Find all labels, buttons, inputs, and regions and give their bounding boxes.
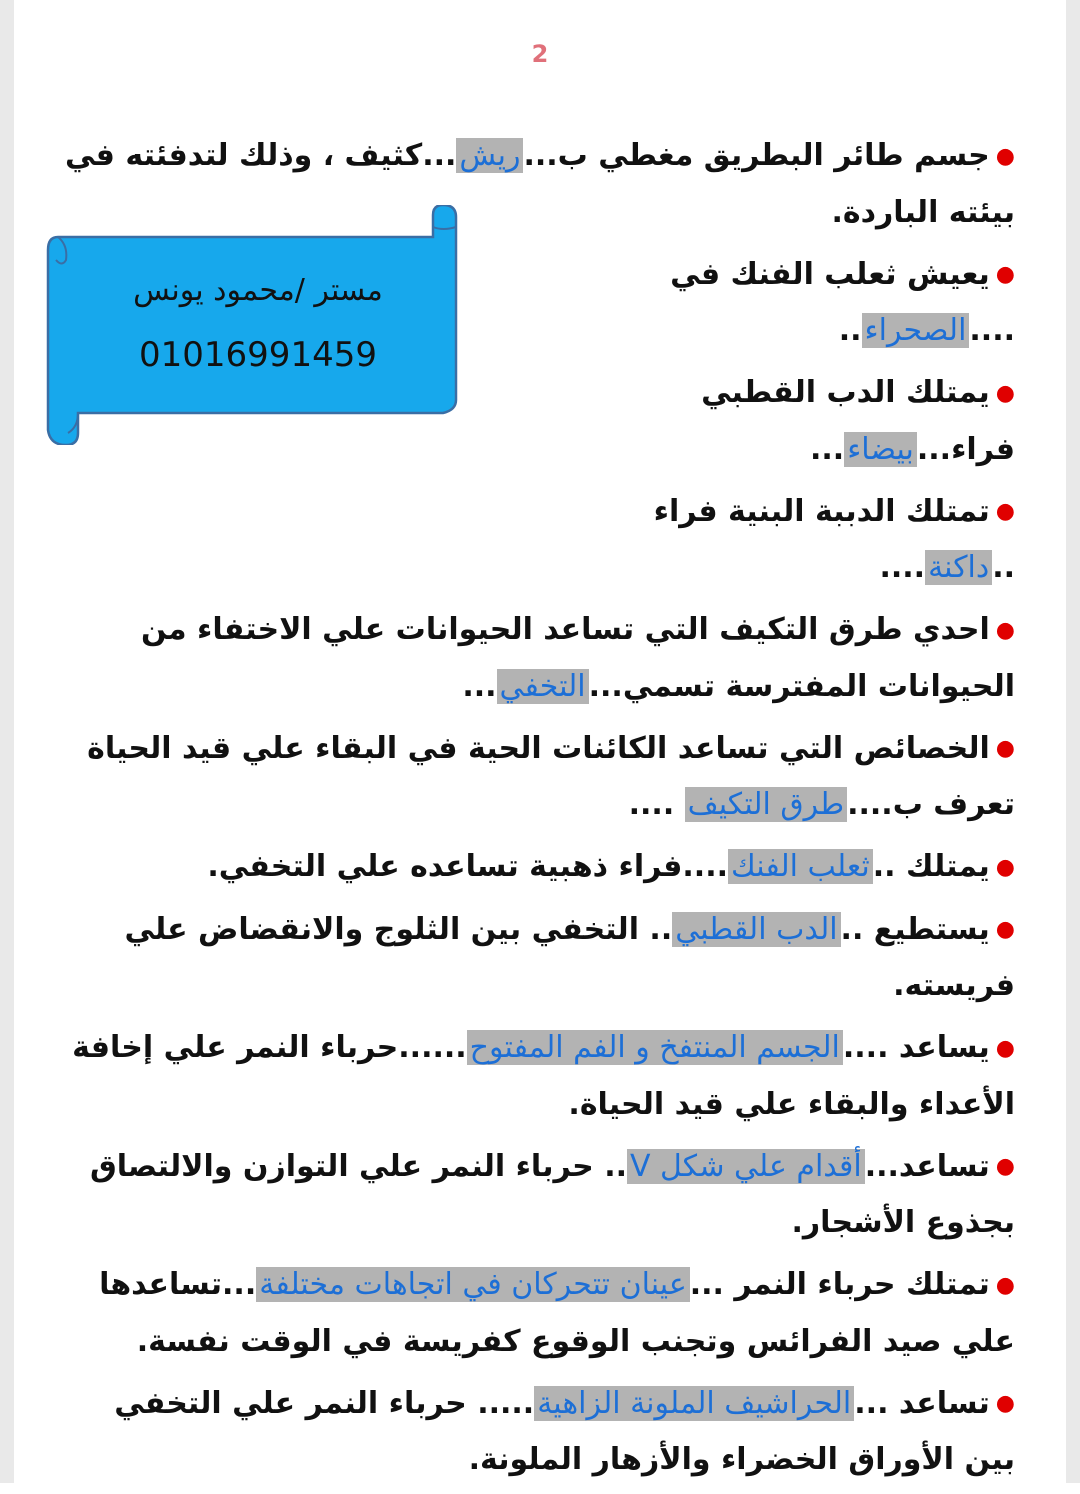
- bullet-icon: ●: [995, 1391, 1015, 1416]
- item-text: يمتلك الدب القطبي فراء...: [701, 375, 1015, 467]
- item-text: ....: [628, 787, 685, 822]
- bullet-icon: ●: [995, 380, 1015, 406]
- answer-highlight: الصحراء: [862, 313, 970, 348]
- list-item: [60, 1257, 1015, 1370]
- item-text: ..: [838, 313, 862, 348]
- item-text: تمتلك الدببة البنية فراء ..: [653, 493, 1015, 585]
- answer-highlight: ريش: [456, 138, 523, 173]
- answer-highlight: الدب القطبي: [672, 912, 840, 947]
- item-text: تمتلك حرباء النمر ...: [689, 1267, 990, 1302]
- list-item: [580, 247, 1015, 360]
- bullet-icon: ●: [995, 262, 1015, 287]
- answer-highlight: بيضاء: [844, 432, 917, 467]
- item-text: تساعد ...: [854, 1385, 990, 1421]
- list-item: [60, 1139, 1015, 1252]
- answer-highlight: طرق التكيف: [685, 787, 847, 822]
- item-text: ..... حرباء النمر علي التخفي بين الأوراق الخضراء والأزهار الملونة.: [114, 1385, 1015, 1477]
- answer-highlight: عينان تتحركان في اتجاهات مختلفة: [256, 1267, 690, 1302]
- bullet-icon: ●: [995, 917, 1015, 942]
- answer-highlight: أقدام علي شكل V: [627, 1149, 865, 1184]
- item-text: ....: [879, 550, 926, 585]
- item-text: تساعد...: [864, 1148, 990, 1184]
- bullet-icon: ●: [995, 1154, 1015, 1179]
- answer-highlight: ثعلب الفنك: [728, 849, 873, 884]
- list-item: [60, 1376, 1015, 1489]
- bullet-icon: ●: [995, 736, 1015, 761]
- bullet-icon: ●: [995, 143, 1015, 169]
- answer-highlight: الحراشيف الملونة الزاهية: [534, 1386, 854, 1421]
- bullet-icon: ●: [995, 854, 1015, 880]
- list-item: [60, 602, 1015, 715]
- item-text: يساعد ....: [842, 1030, 990, 1065]
- item-text: .. التخفي بين الثلوج والانقضاض علي فريسته.: [124, 911, 1015, 1003]
- teacher-name: مستر /محمود يونس: [133, 273, 383, 308]
- item-text: الخصائص التي تساعد الكائنات الحية في البقاء علي قيد الحياة تعرف ب....: [87, 730, 1015, 822]
- item-text: ......حرباء النمر علي إخافة الأعداء والبقاء علي قيد الحياة.: [72, 1030, 1015, 1122]
- item-text: ...: [810, 431, 845, 467]
- page-edge-left: [0, 0, 14, 1483]
- list-item: [60, 1020, 1015, 1133]
- item-text: جسم طائر البطريق مغطي ب...: [523, 138, 990, 173]
- item-text: ...: [462, 668, 497, 704]
- answer-highlight: داكنة: [925, 550, 992, 585]
- teacher-banner: [38, 205, 463, 445]
- teacher-phone: 01016991459: [139, 335, 377, 375]
- bullet-icon: ●: [995, 1035, 1015, 1061]
- item-text: .. حرباء النمر علي التوازن والالتصاق بجذوع الأشجار.: [89, 1148, 1015, 1240]
- list-item: [580, 365, 1015, 478]
- answer-highlight: الجسم المنتفخ و الفم المفتوح: [467, 1030, 843, 1065]
- page-number: 2: [531, 40, 549, 68]
- page-edge-right: [1066, 0, 1080, 1483]
- list-item: [580, 484, 1015, 597]
- bullet-icon: ●: [995, 499, 1015, 524]
- list-item: [60, 902, 1015, 1015]
- item-text: يستطيع ..: [840, 911, 990, 947]
- list-item: [60, 839, 1015, 896]
- item-text: ....فراء ذهبية تساعده علي التخفي.: [207, 849, 728, 884]
- scroll-shape: [38, 205, 463, 445]
- item-text: يعيش ثعلب الفنك في ....: [670, 256, 1015, 348]
- bullet-icon: ●: [995, 1272, 1015, 1298]
- bullet-icon: ●: [995, 617, 1015, 643]
- list-item: [60, 721, 1015, 834]
- item-text: ...تساعدها علي صيد الفرائس وتجنب الوقوع كفريسة في الوقت نفسة.: [99, 1267, 1015, 1359]
- answer-highlight: التخفي: [497, 669, 589, 704]
- item-text: ...كثيف ، وذلك لتدفئته في بيئته الباردة.: [64, 138, 1015, 230]
- item-text: يمتلك ..: [872, 849, 990, 884]
- item-text: احدي طرق التكيف التي تساعد الحيوانات علي الاختفاء من الحيوانات المفترسة تسمي...: [141, 612, 1015, 704]
